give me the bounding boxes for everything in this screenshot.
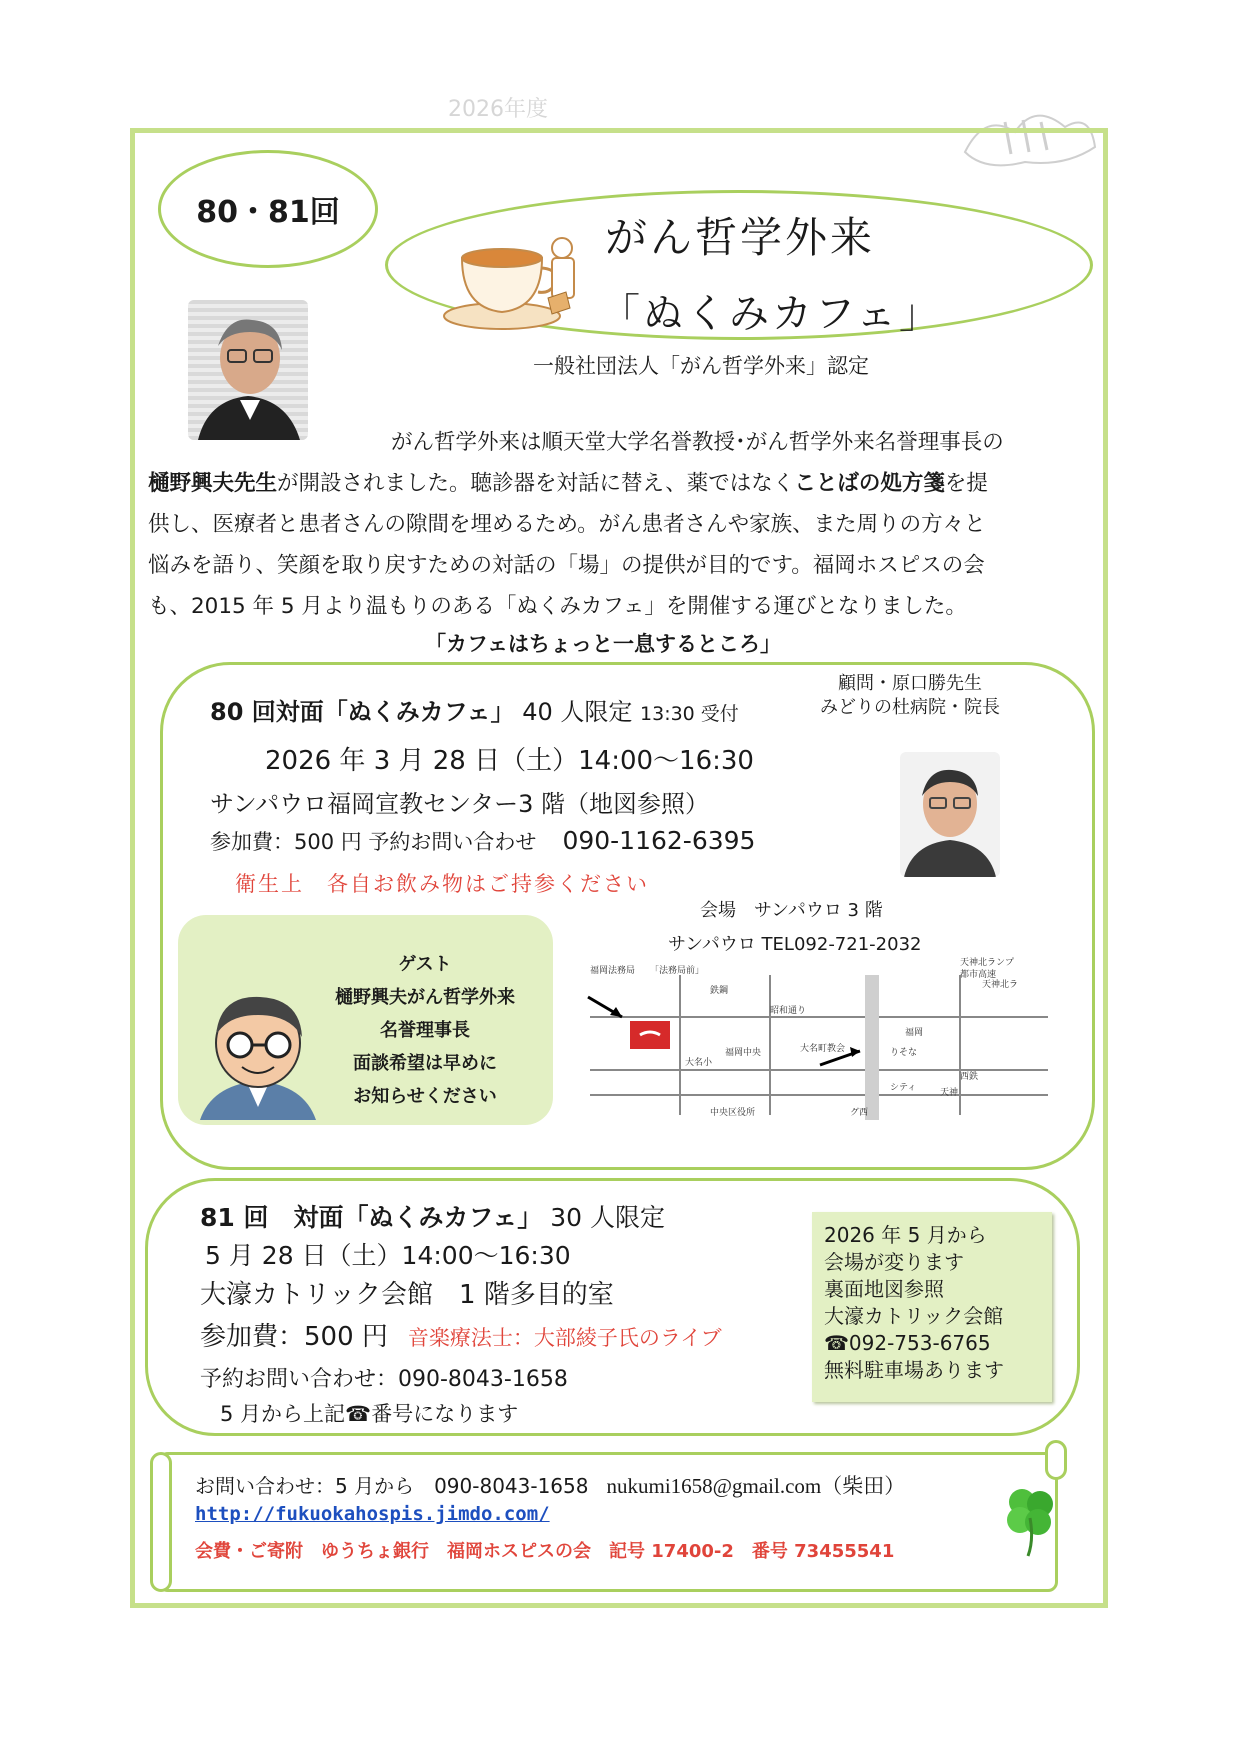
event80-reception: 13:30 受付 [640, 703, 739, 725]
tagline: 「カフェはちょっと一息するところ」 [425, 632, 781, 656]
venue-tel: サンパウロ TEL092-721-2032 [668, 934, 922, 955]
prescription-phrase: ことばの処方箋 [794, 471, 945, 496]
intro-line-1: がん哲学外来は順天堂大学名誉教授･がん哲学外来名誉理事長の [391, 430, 1004, 455]
title-line2: 「ぬくみカフェ」 [600, 291, 942, 337]
event81-title [200, 1198, 665, 1234]
map-label-7: 天神北ランプ [960, 957, 1015, 967]
round-badge-text: 80・81回 [196, 195, 340, 230]
notice-line1: 2026 年 5 月から [824, 1223, 987, 1247]
event81-fee-text: 参加費：500 円 [200, 1322, 388, 1352]
intro-line-2-mid: が開設されました。聴診器を対話に替え、薬ではなく [277, 471, 795, 496]
intro-paragraph [148, 422, 1093, 627]
map-label-15: 西鉄 [960, 1071, 979, 1081]
notice-line4: 大濠カトリック会館 [824, 1304, 1004, 1328]
advisor-line2: みどりの杜病院・院長 [820, 697, 1000, 718]
show-through-text: 2026年度 [448, 97, 548, 122]
title-line1: がん哲学外来 [605, 213, 876, 262]
event81-number-note: 5 月から上記☎番号になります [220, 1402, 519, 1426]
footer-contact-text: お問い合わせ：5 月から 090-8043-1658 [195, 1474, 589, 1498]
notice-line5: ☎092-753-6765 [824, 1331, 991, 1355]
event81-round: 81 回 [200, 1203, 269, 1232]
map-label-10: 福岡 [905, 1027, 924, 1037]
intro-line-2-end: を提 [944, 471, 988, 496]
event81-venue: 大濠カトリック会館 1 階多目的室 [200, 1280, 614, 1310]
event81-reservation: 予約お問い合わせ：090-8043-1658 [200, 1367, 568, 1392]
event80-note: 衛生上 各自お飲み物はご持参ください [235, 872, 649, 896]
notice-line2: 会場が変ります [824, 1250, 964, 1274]
teacup-icon [440, 228, 590, 333]
advisor-line1: 顧問・原口勝先生 [838, 673, 982, 694]
map-label-1: 「法務局前」 [650, 965, 705, 975]
venue-change-notice [812, 1212, 1052, 1402]
event80-phone: 090-1162-6395 [562, 826, 756, 855]
event81-capacity: 30 人限定 [550, 1203, 665, 1232]
scroll-right-roll [1045, 1440, 1067, 1480]
footer-bank-info: 会費・ご寄附 ゆうちょ銀行 福岡ホスピスの会 記号 17400-2 番号 73455541 [195, 1541, 895, 1562]
map-label-14: 天神 [940, 1087, 959, 1097]
event80-fee [210, 826, 755, 856]
footer-url-link[interactable]: http://fukuokahospis.jimdo.com/ [195, 1503, 550, 1525]
event80-date: 2026 年 3 月 28 日（土）14:00～16:30 [265, 746, 754, 776]
map-label-13: シティ [890, 1082, 917, 1092]
map-label-4: 大名小 [685, 1057, 713, 1067]
map-label-16: グ西 [850, 1107, 869, 1117]
clover-icon [1000, 1482, 1060, 1557]
map-label-9: 天神北ラ [982, 979, 1019, 989]
footer-email[interactable]: nukumi1658@gmail.com（柴田） [606, 1474, 906, 1498]
event81-date: 5 月 28 日（土）14:00～16:30 [205, 1241, 571, 1270]
event81-round-b: 対面「ぬくみカフェ」 [293, 1203, 543, 1232]
doctor-name: 樋野興夫先生 [148, 471, 278, 496]
map-label-0: 福岡法務局 [590, 965, 636, 975]
intro-line-4: 悩みを語り、笑顔を取り戻すための対話の「場」の提供が目的です。福岡ホスピスの会 [148, 553, 985, 578]
footer-contact [195, 1470, 905, 1500]
map-label-3: 昭和通り [770, 1005, 807, 1015]
map-label-5: 福岡中央 [725, 1047, 762, 1057]
event80-fee-text: 参加費：500 円 予約お問い合わせ [210, 830, 537, 854]
map-label-8: 都市高速 [960, 969, 997, 979]
guest-line2: 樋野興夫がん哲学外来 [335, 987, 515, 1008]
map-label-12: 中央区役所 [710, 1107, 756, 1117]
certification-text: 一般社団法人「がん哲学外来」認定 [533, 354, 869, 378]
notice-line3: 裏面地図参照 [824, 1277, 944, 1301]
event80-title [210, 692, 739, 727]
intro-line-2 [148, 463, 1093, 504]
map-label-11: りそな [890, 1047, 918, 1057]
guest-line3: 名誉理事長 [380, 1020, 470, 1041]
guest-line4: 面談希望は早めに [353, 1053, 497, 1074]
event81-music: 音楽療法士：大部綾子氏のライブ [407, 1326, 722, 1350]
founder-portrait [188, 300, 308, 440]
map-label-2: 鉄鋼 [710, 985, 729, 995]
guest-text [300, 948, 550, 1113]
advisor-block [820, 672, 1000, 720]
intro-line-5: も、2015 年 5 月より温もりのある「ぬくみカフェ」を開催する運びとなりました。 [148, 594, 967, 619]
venue-map [560, 955, 1048, 1120]
scroll-left-roll [150, 1452, 172, 1592]
event80-capacity: 40 人限定 [522, 698, 633, 726]
intro-line-3: 供し、医療者と患者さんの隙間を埋めるため。がん患者さんや家族、また周りの方々と [148, 512, 986, 537]
round-badge [158, 150, 378, 268]
map-label-6: 大名町教会 [800, 1043, 846, 1053]
event81-fee [200, 1316, 722, 1353]
event80-round: 80 回対面「ぬくみカフェ」 [210, 698, 515, 726]
notice-line6: 無料駐車場あります [824, 1358, 1004, 1382]
venue-label: 会場 サンパウロ 3 階 [700, 900, 883, 921]
guest-line1: ゲスト [398, 954, 452, 975]
advisor-portrait [900, 752, 1000, 877]
event80-venue: サンパウロ福岡宣教センター3 階（地図参照） [210, 790, 710, 818]
guest-line5: お知らせください [353, 1086, 497, 1107]
